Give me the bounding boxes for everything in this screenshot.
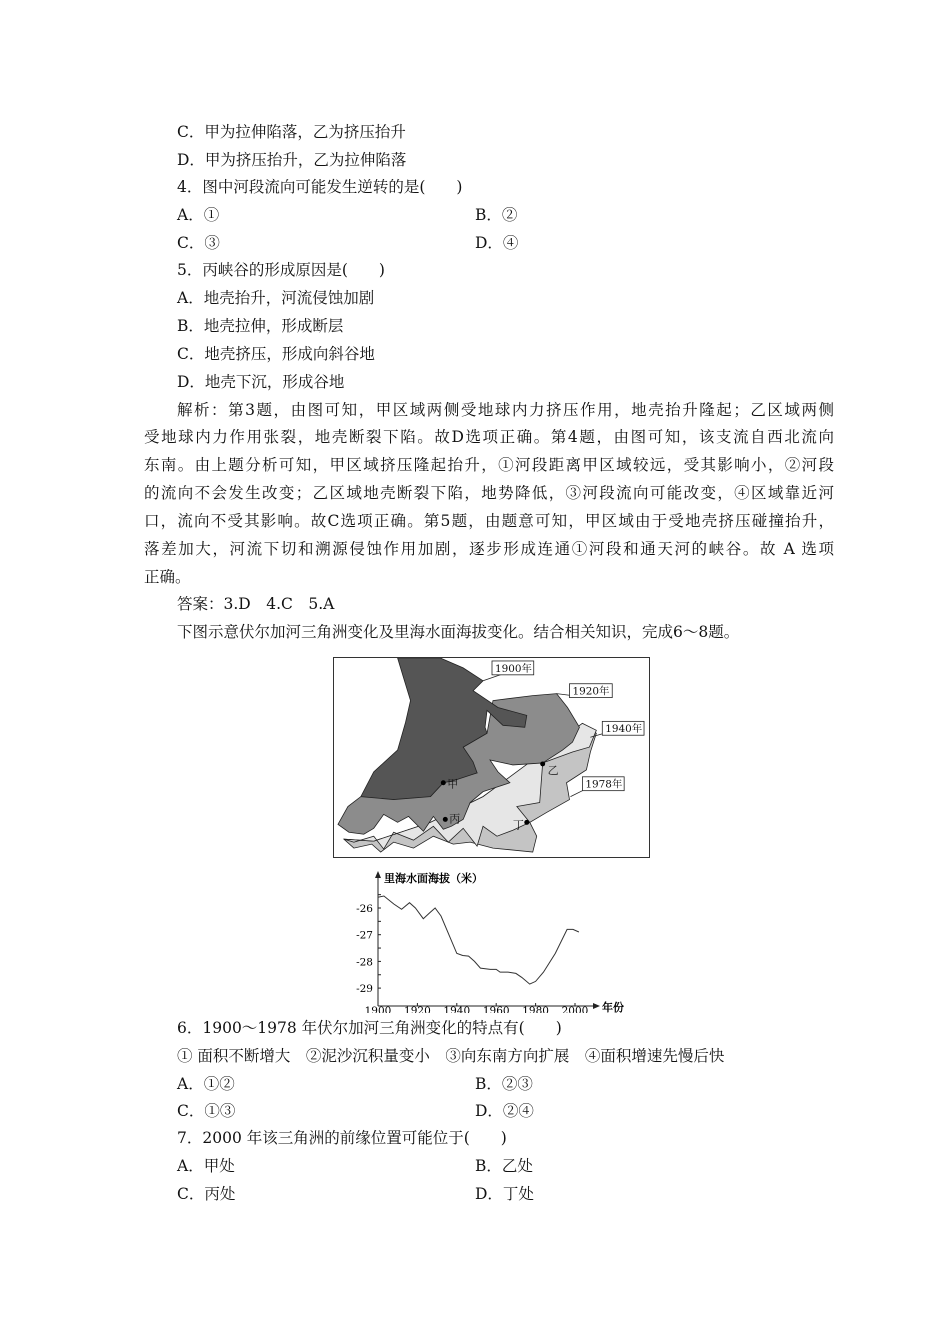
label-1978: 1978年	[585, 778, 623, 791]
x-tick-label: 1980	[522, 1005, 549, 1013]
analysis-line: 东南。由上题分析可知，甲区域挤压隆起抬升，①河段距离甲区域较远，受其影响小，②河段	[144, 456, 834, 474]
x-axis-arrow	[593, 1003, 600, 1009]
q5-option-a: A．地壳抬升，河流侵蚀加剧	[177, 289, 375, 307]
y-tick-label: -27	[356, 929, 373, 942]
x-tick-label: 1940	[443, 1005, 471, 1013]
intro-text: 下图示意伏尔加河三角洲变化及里海水面海拔变化。结合相关知识，完成6～8题。	[177, 623, 740, 641]
analysis-line: 口，流向不受其影响。故C选项正确。第5题，由题意可知，甲区域由于受地壳挤压碰撞抬升，	[144, 512, 834, 530]
label-bing: 丙	[449, 812, 461, 826]
x-tick-label: 1900	[364, 1005, 392, 1013]
answer-line: 答案：3.D 4.C 5.A	[177, 595, 335, 613]
point-bing	[443, 817, 448, 822]
q5-option-d: D．地壳下沉，形成谷地	[177, 373, 345, 391]
label-ding: 丁	[512, 818, 524, 832]
point-yi	[540, 761, 545, 766]
series-line	[378, 896, 579, 984]
q3-option-d: D．甲为挤压抬升，乙为拉伸陷落	[177, 151, 407, 169]
label-yi: 乙	[547, 763, 559, 777]
caspian-level-chart	[340, 868, 670, 1013]
q4-option-c: C．③	[177, 234, 220, 252]
analysis-line: 受地球内力作用张裂，地壳断裂下陷。故D选项正确。第4题，由图可知，该支流自西北流向	[144, 428, 834, 446]
q5-stem: 5．丙峡谷的形成原因是( )	[177, 261, 385, 279]
q6-option-d: D．②④	[475, 1102, 534, 1120]
analysis-line: 的流向不会发生改变；乙区域地壳断裂下陷，地势降低，③河段流向可能改变，④区域靠近河	[144, 484, 834, 502]
analysis-line: 落差加大，河流下切和溯源侵蚀作用加剧，逐步形成连通①河段和通天河的峡谷。故 A 选项	[144, 540, 834, 558]
q6-option-b: B．②③	[475, 1075, 533, 1093]
point-ding	[524, 820, 529, 825]
label-1900: 1900年	[494, 662, 532, 675]
q6-items: ① 面积不断增大 ②泥沙沉积量变小 ③向东南方向扩展 ④面积增速先慢后快	[177, 1047, 725, 1065]
point-jia	[441, 780, 446, 785]
q6-stem: 6．1900～1978 年伏尔加河三角洲变化的特点有( )	[177, 1019, 562, 1037]
q7-stem: 7．2000 年该三角洲的前缘位置可能位于( )	[177, 1129, 507, 1147]
y-axis-arrow	[375, 871, 381, 878]
q6-option-c: C．①③	[177, 1102, 236, 1120]
q5-option-c: C．地壳挤压，形成向斜谷地	[177, 345, 375, 363]
q5-option-b: B．地壳拉伸，形成断层	[177, 317, 344, 335]
x-axis-label: 年份	[602, 1001, 624, 1013]
label-1920: 1920年	[572, 685, 610, 698]
analysis-line: 解析：第3题，由图可知，甲区域两侧受地球内力挤压作用，地壳抬升隆起；乙区域两侧	[177, 401, 834, 419]
y-tick-label: -28	[356, 956, 373, 969]
q7-option-a: A．甲处	[177, 1157, 235, 1175]
q7-option-c: C．丙处	[177, 1185, 236, 1203]
x-tick-label: 1920	[404, 1005, 431, 1013]
y-tick-label: -29	[356, 983, 373, 996]
q4-stem: 4．图中河段流向可能发生逆转的是( )	[177, 178, 463, 196]
q4-option-a: A．①	[177, 206, 220, 224]
analysis-line: 正确。	[144, 568, 191, 586]
y-axis-label: 里海水面海拔（米）	[384, 872, 483, 885]
q4-option-d: D．④	[475, 234, 519, 252]
q3-option-c: C．甲为拉伸陷落，乙为挤压抬升	[177, 123, 406, 141]
q6-option-a: A．①②	[177, 1075, 235, 1093]
label-1940: 1940年	[605, 723, 643, 736]
q4-option-b: B．②	[475, 206, 518, 224]
x-tick-label: 1960	[482, 1005, 510, 1013]
q7-option-b: B．乙处	[475, 1157, 533, 1175]
y-tick-label: -26	[356, 903, 373, 915]
delta-map	[333, 657, 650, 858]
label-jia: 甲	[447, 777, 459, 791]
q7-option-d: D．丁处	[475, 1185, 534, 1203]
x-tick-label: 2000	[561, 1005, 589, 1013]
